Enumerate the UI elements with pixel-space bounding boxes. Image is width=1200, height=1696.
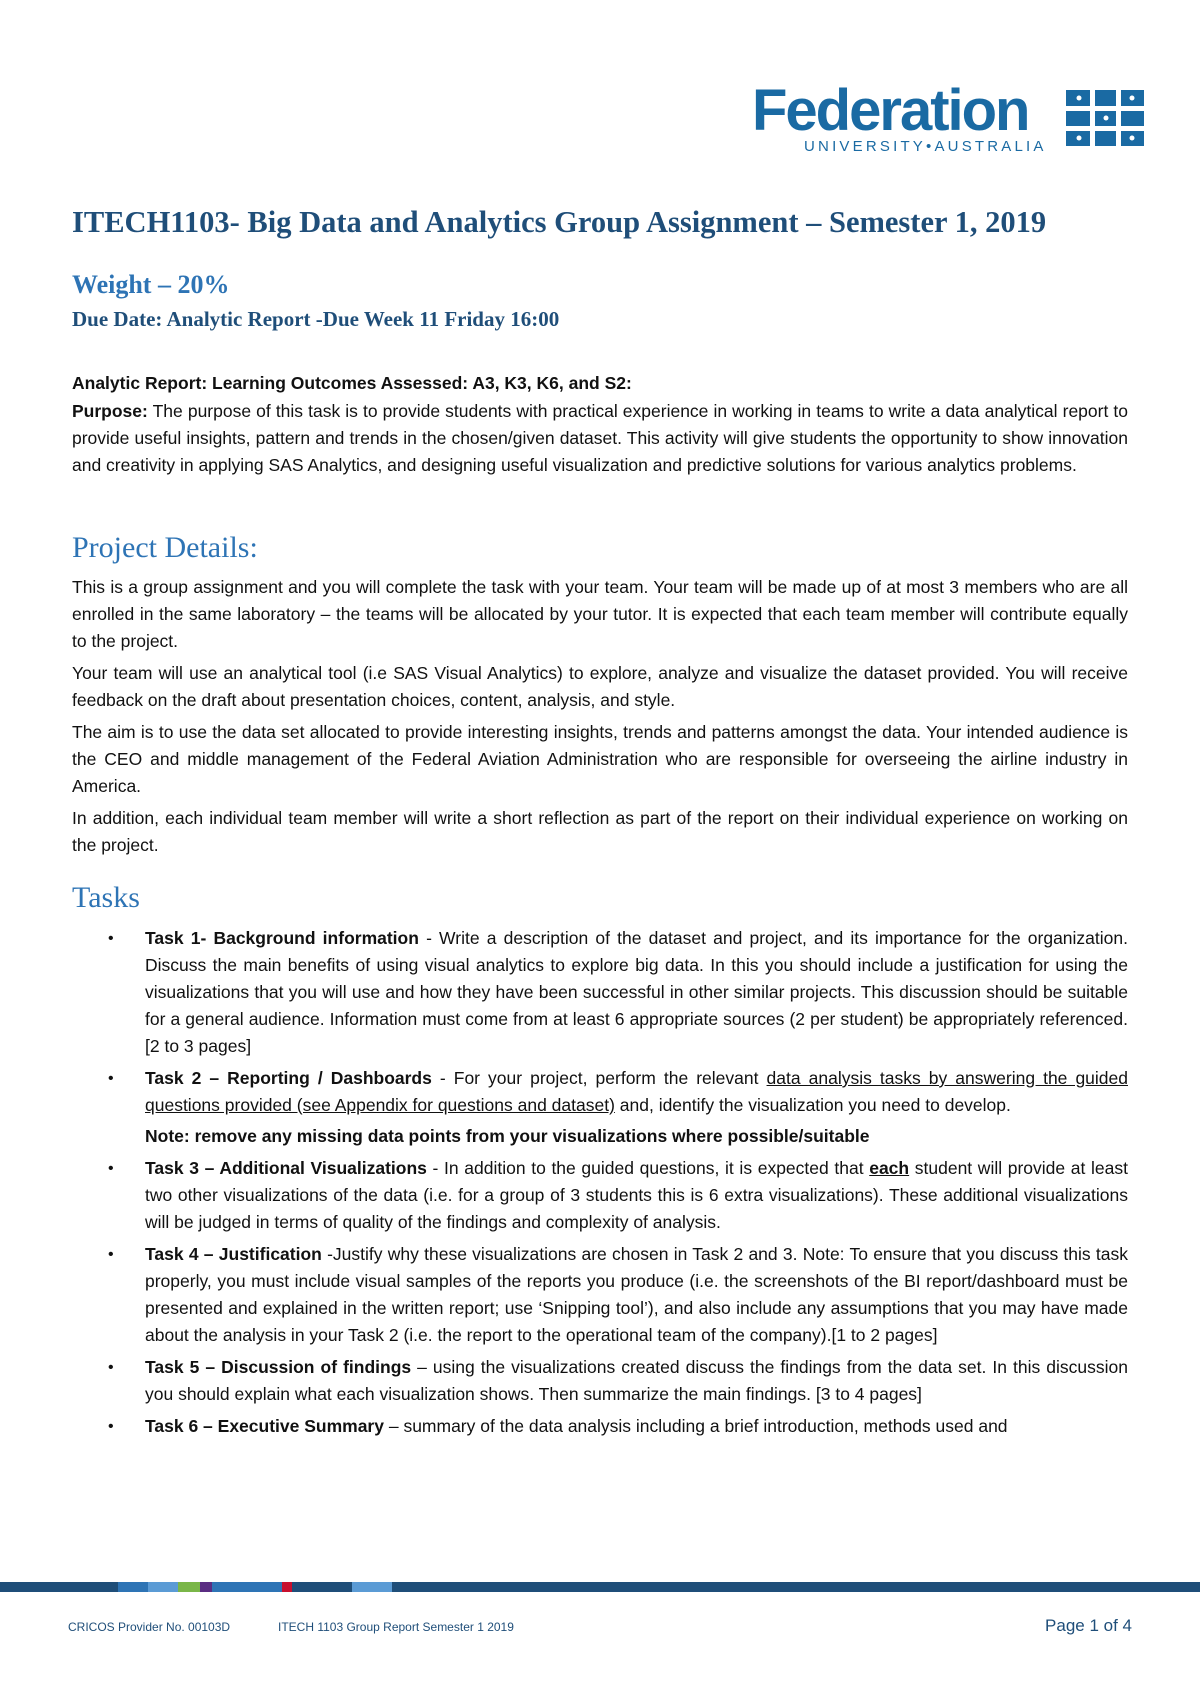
southern-cross-flag-icon xyxy=(1066,90,1144,146)
task-list xyxy=(72,925,1128,1445)
task-text: - In addition to the guided questions, it is expected that xyxy=(426,1158,870,1178)
task-label: Task 4 – Justification xyxy=(145,1244,322,1264)
task-label: Task 5 – Discussion of findings xyxy=(145,1357,412,1377)
page-title: ITECH1103- Big Data and Analytics Group Assignment – Semester 1, 2019 xyxy=(72,205,1047,239)
page-number: Page 1 of 4 xyxy=(1045,1616,1132,1635)
footer-color-bar xyxy=(0,1582,1200,1592)
logo-subtitle: UNIVERSITY•AUSTRALIA xyxy=(804,138,1047,155)
bullet-icon: • xyxy=(108,1359,114,1376)
task-item-5 xyxy=(72,1354,1128,1408)
project-details-paragraph: In addition, each individual team member will write a short reflection as part of the report on their individual experience on working on the project. xyxy=(72,808,1128,855)
learning-outcomes-heading: Analytic Report: Learning Outcomes Assessed: A3, K3, K6, and S2: xyxy=(72,373,632,393)
task-label: Task 6 – Executive Summary xyxy=(145,1416,384,1436)
project-details-paragraph: This is a group assignment and you will complete the task with your team. Your team will be made up of at most 3 members who are all enrolled in the same laboratory – the teams will be allocated by your tutor. It is expected that each team member will contribute equally to the project. xyxy=(72,577,1128,651)
project-details-heading: Project Details: xyxy=(72,531,258,564)
due-date: Due Date: Analytic Report -Due Week 11 Friday 16:00 xyxy=(72,307,560,331)
task-text: – summary of the data analysis including a brief introduction, methods used and xyxy=(383,1416,1008,1436)
task-text: – using the visualizations created discuss the findings from the data set. In this discussion you should explain what each visualization shows. Then summarize the main findings. [3 to 4 pages] xyxy=(145,1357,1128,1404)
task-item-1 xyxy=(72,925,1128,1060)
tasks-heading: Tasks xyxy=(72,881,140,914)
task-item-6 xyxy=(72,1413,1128,1440)
bullet-icon: • xyxy=(108,1160,114,1177)
task-label: Task 2 – Reporting / Dashboards xyxy=(145,1068,432,1088)
bullet-icon: • xyxy=(108,1070,114,1087)
task-item-3 xyxy=(72,1155,1128,1236)
bullet-icon: • xyxy=(108,930,114,947)
task-text: -Justify why these visualizations are chosen in Task 2 and 3. Note: To ensure that you discuss this task properly, you must include visual samples of the reports you produce (i.e. the screenshots of the BI report/dashboard must be presented and explained in the written report; use ‘Snipping tool’), and also include any assumptions that you may have made about the analysis in your Task 2 (i.e. the report to the operational team of the company).[1 to 2 pages] xyxy=(145,1244,1128,1345)
logo-wordmark: Federation xyxy=(752,78,1029,143)
task-underlined-text: data analysis tasks by answering the guided questions provided (see Appendix for questions and dataset) xyxy=(145,1068,1128,1115)
bullet-icon: • xyxy=(108,1246,114,1263)
task-note: Note: remove any missing data points from your visualizations where possible/suitable xyxy=(145,1126,870,1146)
task-item-2 xyxy=(72,1065,1128,1150)
task-item-4 xyxy=(72,1241,1128,1349)
assignment-weight: Weight – 20% xyxy=(72,270,230,299)
task-underlined-text: each xyxy=(869,1158,910,1178)
project-details-body xyxy=(72,574,1128,864)
task-text: student will provide at least two other visualizations of the data (i.e. for a group of 3 students this is 6 extra visualizations). These additional visualizations will be judged in terms of quality of the findings and complexity of analysis. xyxy=(145,1158,1128,1232)
purpose-paragraph xyxy=(72,398,1128,479)
task-label: Task 1- Background information xyxy=(145,928,419,948)
task-text: and, identify the visualization you need to develop. xyxy=(614,1095,1011,1115)
federation-university-logo xyxy=(752,80,1144,158)
purpose-label: Purpose: xyxy=(72,401,148,421)
task-text: - For your project, perform the relevant xyxy=(431,1068,767,1088)
task-label: Task 3 – Additional Visualizations xyxy=(145,1158,427,1178)
project-details-paragraph: The aim is to use the data set allocated to provide interesting insights, trends and patterns amongst the data. Your intended audience is the CEO and middle management of the Federal Aviation Administration who are responsible for overseeing the airline industry in America. xyxy=(72,722,1128,796)
cricos-provider: CRICOS Provider No. 00103D xyxy=(68,1620,231,1634)
project-details-paragraph: Your team will use an analytical tool (i.e SAS Visual Analytics) to explore, analyze and visualize the dataset provided. You will receive feedback on the draft about presentation choices, content, analysis, and style. xyxy=(72,663,1128,710)
task-text: - Write a description of the dataset and project, and its importance for the organization. Discuss the main benefits of using visual analytics to explore big data. In this you should include a justification for using the visualizations that you will use and how they have been successful in other similar projects. This discussion should be suitable for a general audience. Information must come from at least 6 appropriate sources (2 per student) be appropriately referenced. [2 to 3 pages] xyxy=(145,928,1128,1056)
course-footer: ITECH 1103 Group Report Semester 1 2019 xyxy=(278,1620,514,1634)
purpose-text: The purpose of this task is to provide students with practical experience in working in teams to write a data analytical report to provide useful insights, pattern and trends in the chosen/given dataset. This activity will give students the opportunity to show innovation and creativity in applying SAS Analytics, and designing useful visualization and predictive solutions for various analytics problems. xyxy=(72,401,1128,475)
bullet-icon: • xyxy=(108,1418,114,1435)
